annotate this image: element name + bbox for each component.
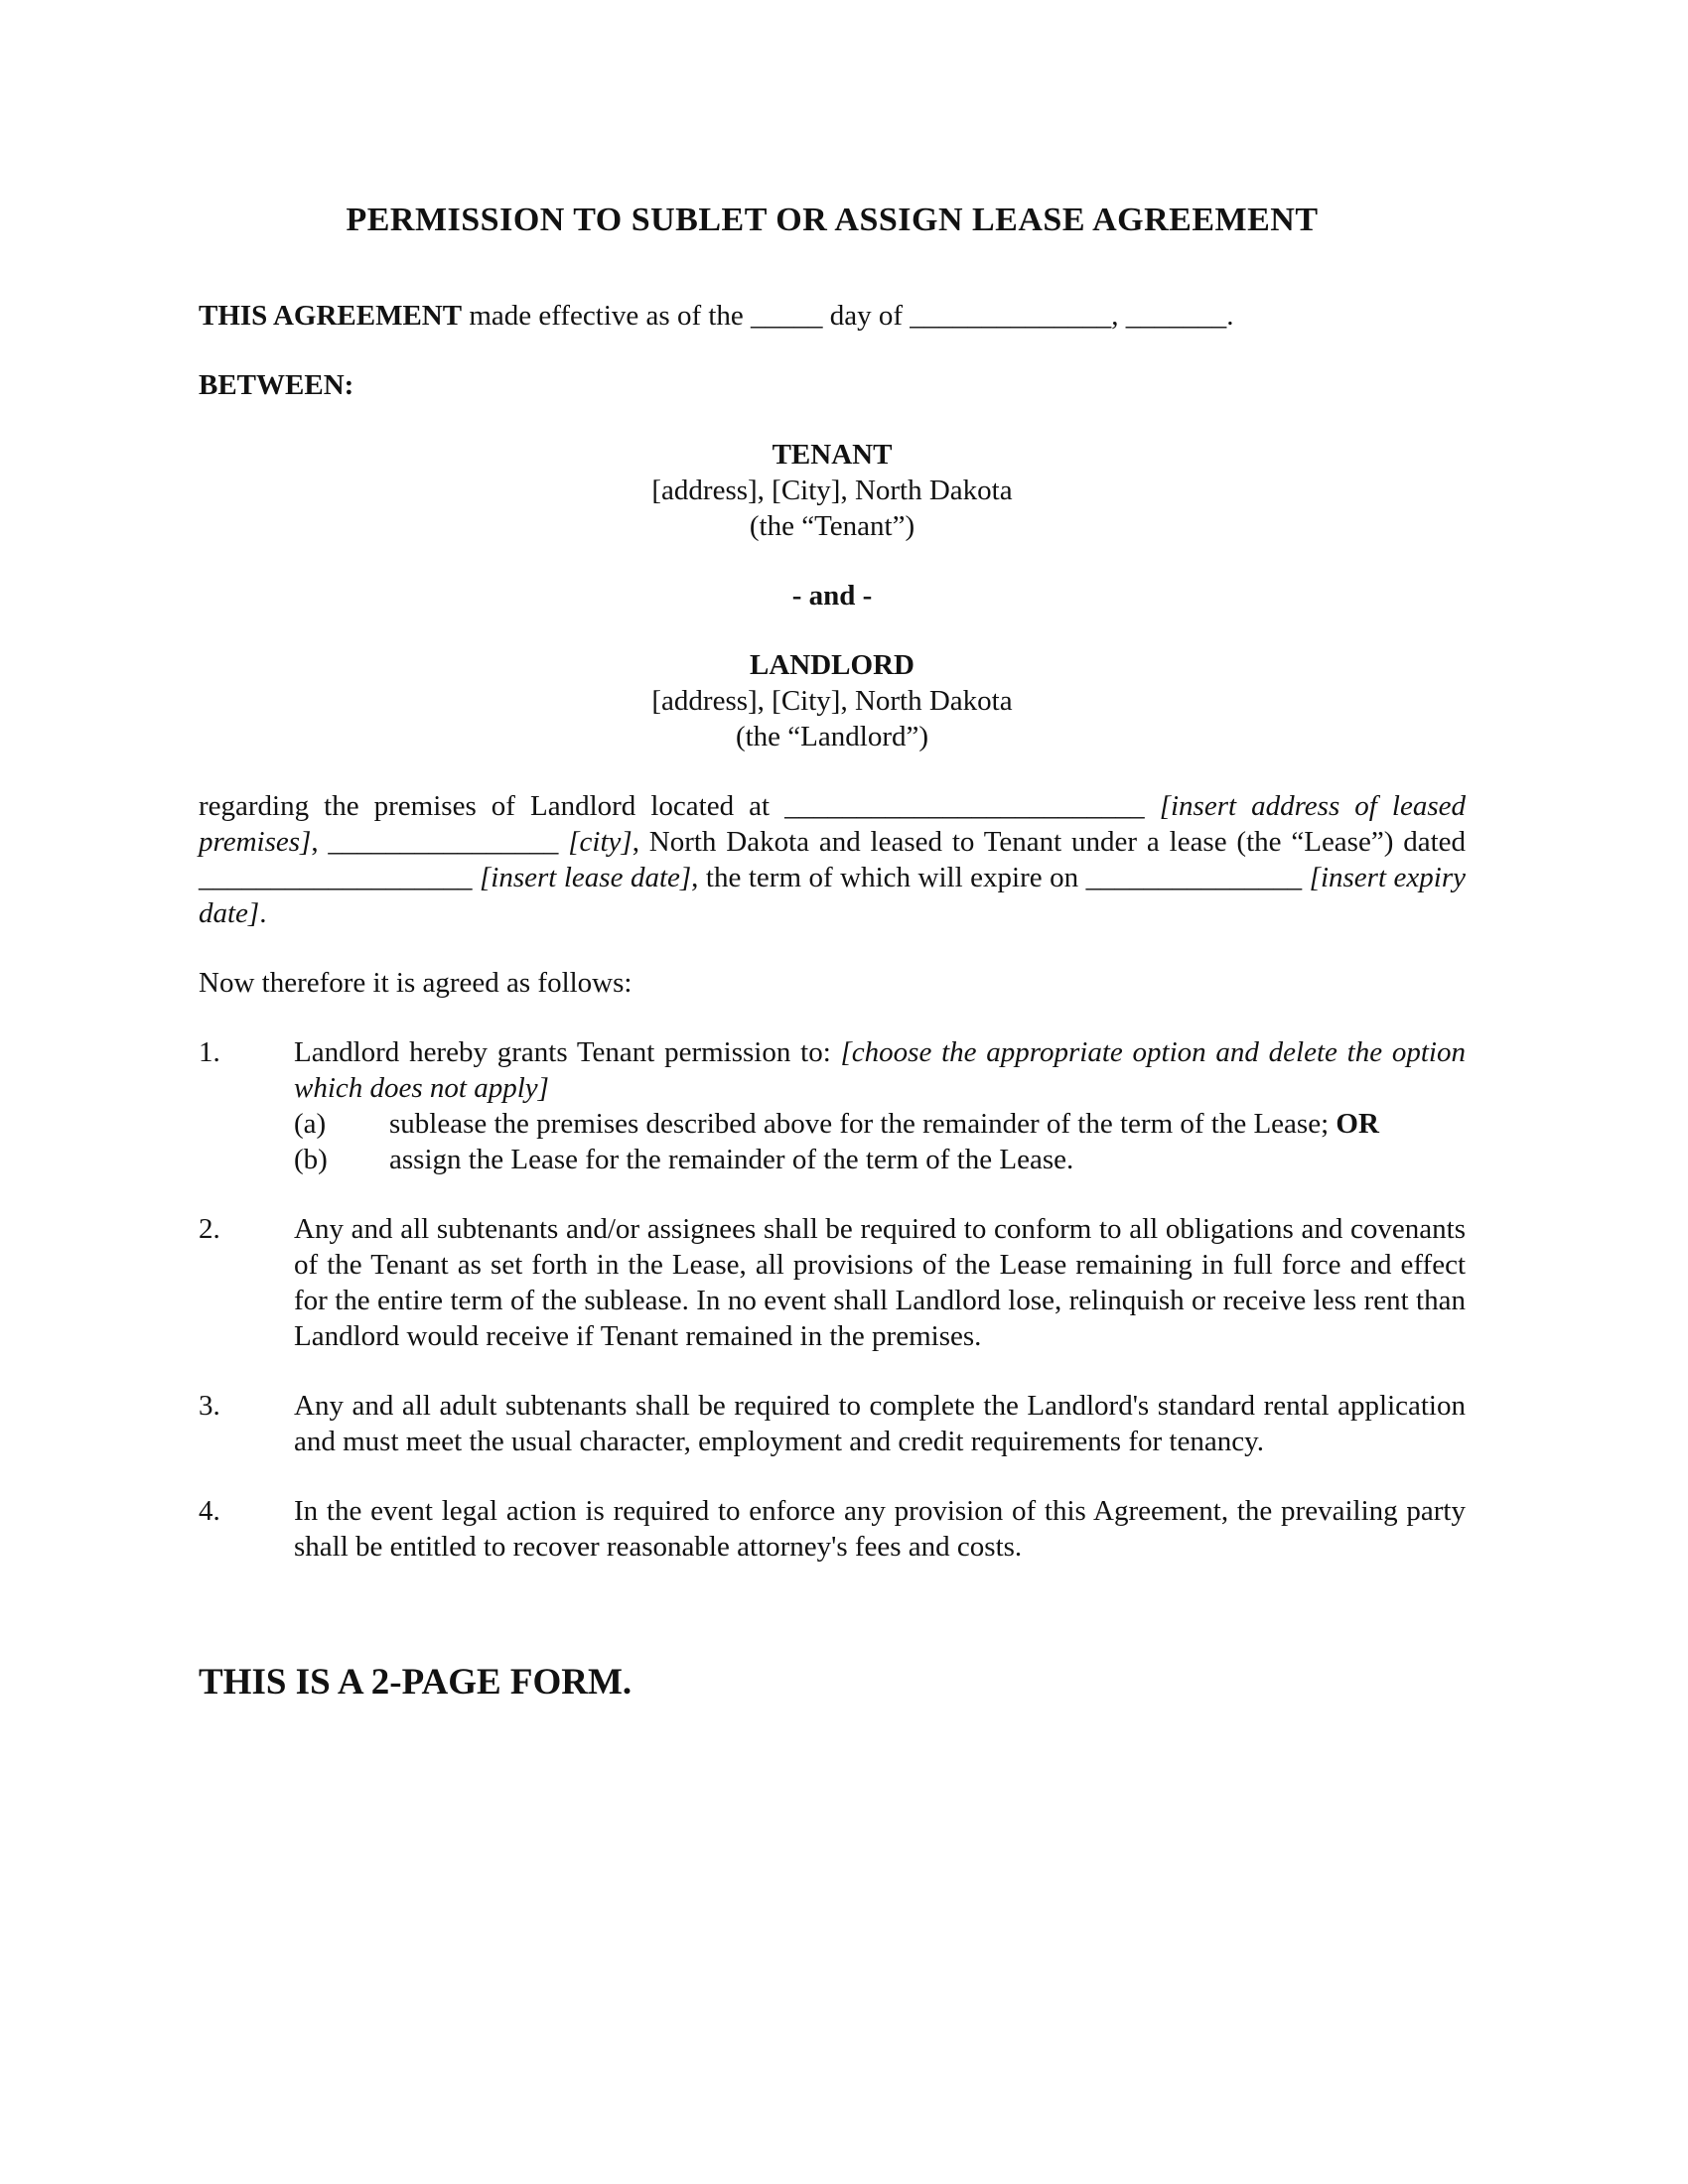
- option-a-label: (a): [294, 1108, 327, 1140]
- insert-address-hint: [insert address of leased premises]: [199, 790, 1467, 858]
- clause-3: [199, 1388, 1466, 1459]
- clause-1-lead-instruction: [choose the appropriate option and delete the option which does not apply]: [294, 1036, 1466, 1104]
- lease-date-blank-line: ___________________: [199, 862, 473, 893]
- clause-1-number: 1.: [199, 1036, 220, 1068]
- clause-1-body: [294, 1034, 1466, 1177]
- option-b-label: (b): [294, 1144, 328, 1175]
- agreement-intro-line: [199, 298, 1466, 334]
- parties-separator: - and -: [791, 580, 873, 612]
- premises-paragraph: [199, 788, 1466, 931]
- tenant-name: TENANT: [772, 439, 893, 471]
- option-b-text: assign the Lease for the remainder of the term of the Lease.: [389, 1144, 1074, 1175]
- expiry-date-blank-line: _______________: [1085, 862, 1303, 893]
- premises-text: .: [259, 897, 267, 929]
- premises-text: ,: [311, 826, 329, 858]
- clause-4-number: 4.: [199, 1495, 220, 1527]
- premises-text: regarding the premises of Landlord located at: [199, 790, 785, 822]
- city-blank-line: ________________: [328, 826, 559, 858]
- option-a-text: [389, 1106, 1466, 1142]
- clause-2-text: Any and all subtenants and/or assignees shall be required to conform to all obligations and covenants of the Tenant as set forth in the Lease, all provisions of the Lease remaining in full force and effect for the entire term of the sublease. In no event shall Landlord lose, relinquish or receive less rent than Landlord would receive if Tenant remained in the premises.: [294, 1213, 1466, 1352]
- document-title: PERMISSION TO SUBLET OR ASSIGN LEASE AGREEMENT: [346, 202, 1319, 238]
- clause-1-option-a: [294, 1106, 1466, 1142]
- option-a-body: sublease the premises described above for the remainder of the term of the Lease;: [389, 1108, 1336, 1140]
- page-form-note: THIS IS A 2-PAGE FORM.: [199, 1662, 633, 1703]
- clause-2-number: 2.: [199, 1213, 220, 1245]
- agreed-intro-line: Now therefore it is agreed as follows:: [199, 967, 633, 999]
- clause-1-lead-text: Landlord hereby grants Tenant permission to:: [294, 1036, 841, 1068]
- clause-3-text: Any and all adult subtenants shall be required to complete the Landlord's standard rental application and must meet the usual character, employment and credit requirements for tenancy.: [294, 1390, 1466, 1457]
- insert-lease-date-hint: [insert lease date]: [472, 862, 692, 893]
- landlord-name: LANDLORD: [750, 649, 914, 681]
- premises-text: , North Dakota and leased to Tenant under a lease (the “Lease”) dated: [632, 826, 1467, 858]
- address-blank-line: _________________________: [784, 790, 1145, 822]
- clause-1-option-b: [294, 1142, 1466, 1177]
- landlord-block: [199, 647, 1466, 754]
- tenant-block: [199, 437, 1466, 544]
- option-a-or: OR: [1336, 1108, 1379, 1140]
- landlord-address: [address], [City], North Dakota: [651, 685, 1013, 717]
- clause-3-number: 3.: [199, 1390, 220, 1422]
- clause-1: [199, 1034, 1466, 1177]
- premises-text: , the term of which will expire on: [691, 862, 1086, 893]
- tenant-alias: (the “Tenant”): [749, 510, 915, 542]
- between-label: BETWEEN:: [199, 369, 354, 401]
- insert-city-hint: [city]: [558, 826, 633, 858]
- clause-4-text: In the event legal action is required to enforce any provision of this Agreement, the prevailing party shall be entitled to recover reasonable attorney's fees and costs.: [294, 1495, 1466, 1563]
- insert-expiry-date-hint: [insert expiry date]: [199, 862, 1466, 929]
- tenant-address: [address], [City], North Dakota: [651, 475, 1013, 506]
- clause-4: [199, 1493, 1466, 1565]
- clause-1-lead: [294, 1034, 1466, 1106]
- clause-2: [199, 1211, 1466, 1354]
- agreement-intro-lead: THIS AGREEMENT: [199, 300, 463, 332]
- landlord-alias: (the “Landlord”): [735, 721, 929, 752]
- agreement-intro-rest: made effective as of the _____ day of ______________, _______.: [462, 300, 1234, 332]
- document-content: [199, 0, 1466, 1706]
